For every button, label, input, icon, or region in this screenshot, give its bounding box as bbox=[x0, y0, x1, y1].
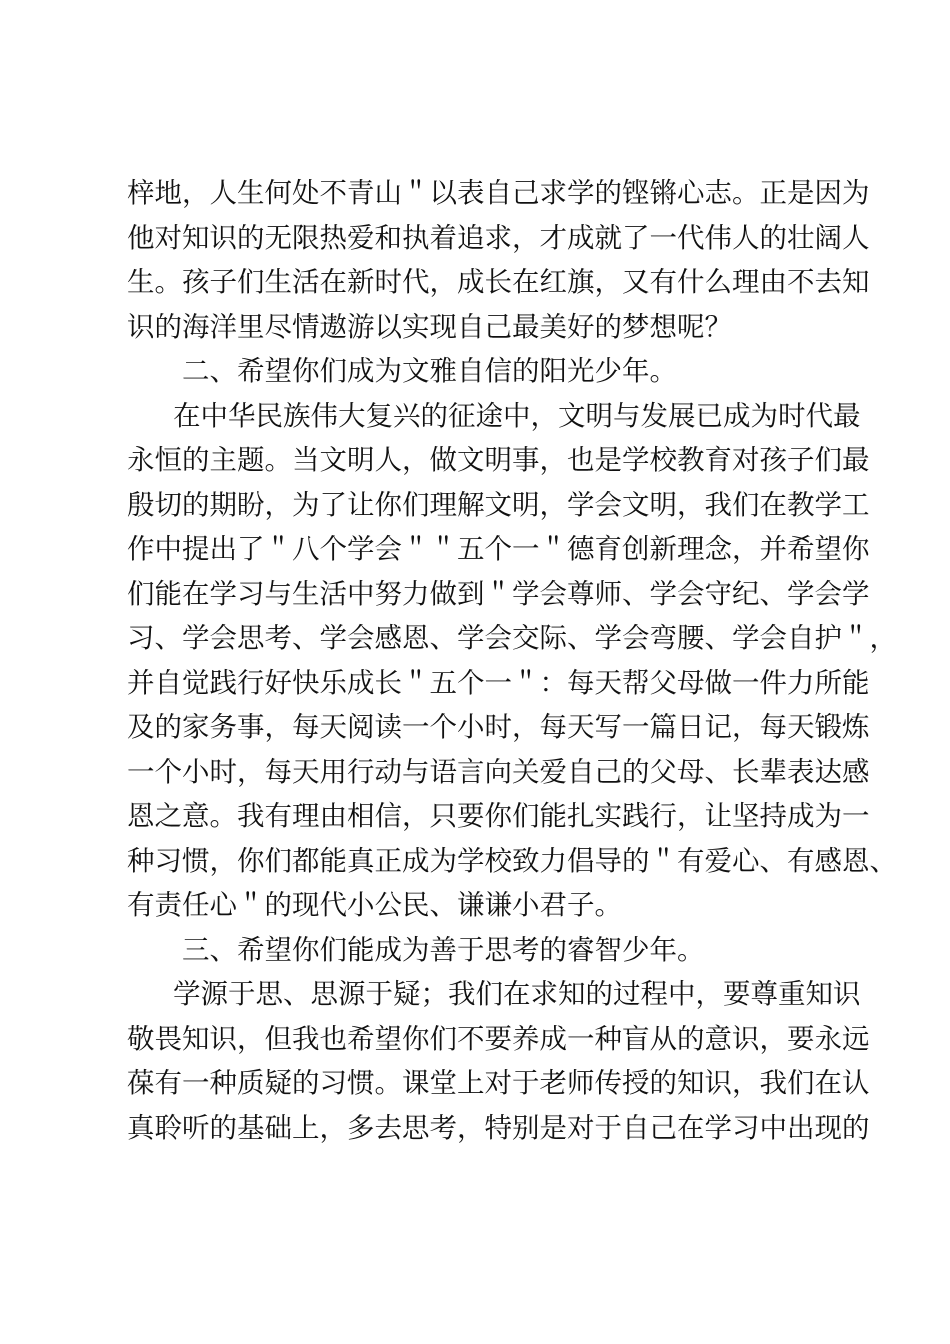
text-line: 一个小时，每天用行动与语言向关爱自己的父母、长辈表达感 bbox=[127, 755, 870, 788]
section-heading: 二、希望你们成为文雅自信的阳光少年。 bbox=[182, 355, 677, 387]
text-line: 殷切的期盼，为了让你们理解文明，学会文明，我们在教学工 bbox=[127, 488, 870, 521]
text-line: 敬畏知识，但我也希望你们不要养成一种盲从的意识，要永远 bbox=[127, 1022, 870, 1055]
text-line: 恩之意。我有理由相信，只要你们能扎实践行，让坚持成为一 bbox=[127, 800, 870, 832]
body-text bbox=[127, 171, 897, 1150]
text-line: 并自觉践行好快乐成长＂五个一＂：每天帮父母做一件力所能 bbox=[127, 666, 870, 699]
text-line: 有责任心＂的现代小公民、谦谦小君子。 bbox=[127, 889, 622, 921]
text-line: 生。孩子们生活在新时代，成长在红旗，又有什么理由不去知 bbox=[127, 266, 870, 298]
text-line: 识的海洋里尽情遨游以实现自己最美好的梦想呢？ bbox=[127, 310, 732, 343]
text-line: 作中提出了＂八个学会＂＂五个一＂德育创新理念，并希望你 bbox=[127, 533, 870, 565]
text-line: 们能在学习与生活中努力做到＂学会尊师、学会守纪、学会学 bbox=[127, 577, 870, 610]
text-line: 他对知识的无限热爱和执着追求，才成就了一代伟人的壮阔人 bbox=[127, 221, 870, 254]
text-line: 习、学会思考、学会感恩、学会交际、学会弯腰、学会自护＂， bbox=[127, 622, 897, 654]
paragraph-first-line: 学源于思、思源于疑；我们在求知的过程中，要尊重知识 bbox=[173, 978, 861, 1010]
text-line: 葆有一种质疑的习惯。课堂上对于老师传授的知识，我们在认 bbox=[127, 1067, 870, 1099]
text-line: 及的家务事，每天阅读一个小时，每天写一篇日记，每天锻炼 bbox=[127, 711, 870, 743]
section-heading: 三、希望你们能成为善于思考的睿智少年。 bbox=[182, 933, 705, 966]
text-line: 真聆听的基础上，多去思考，特别是对于自己在学习中出现的 bbox=[127, 1111, 870, 1144]
text-line: 种习惯，你们都能真正成为学校致力倡导的＂有爱心、有感恩、 bbox=[127, 844, 897, 877]
paragraph-first-line: 在中华民族伟大复兴的征途中，文明与发展已成为时代最 bbox=[173, 399, 861, 432]
text-line: 梓地，人生何处不青山＂以表自己求学的铿锵心志。正是因为 bbox=[127, 177, 870, 209]
text-line: 永恒的主题。当文明人，做文明事，也是学校教育对孩子们最 bbox=[127, 444, 870, 476]
